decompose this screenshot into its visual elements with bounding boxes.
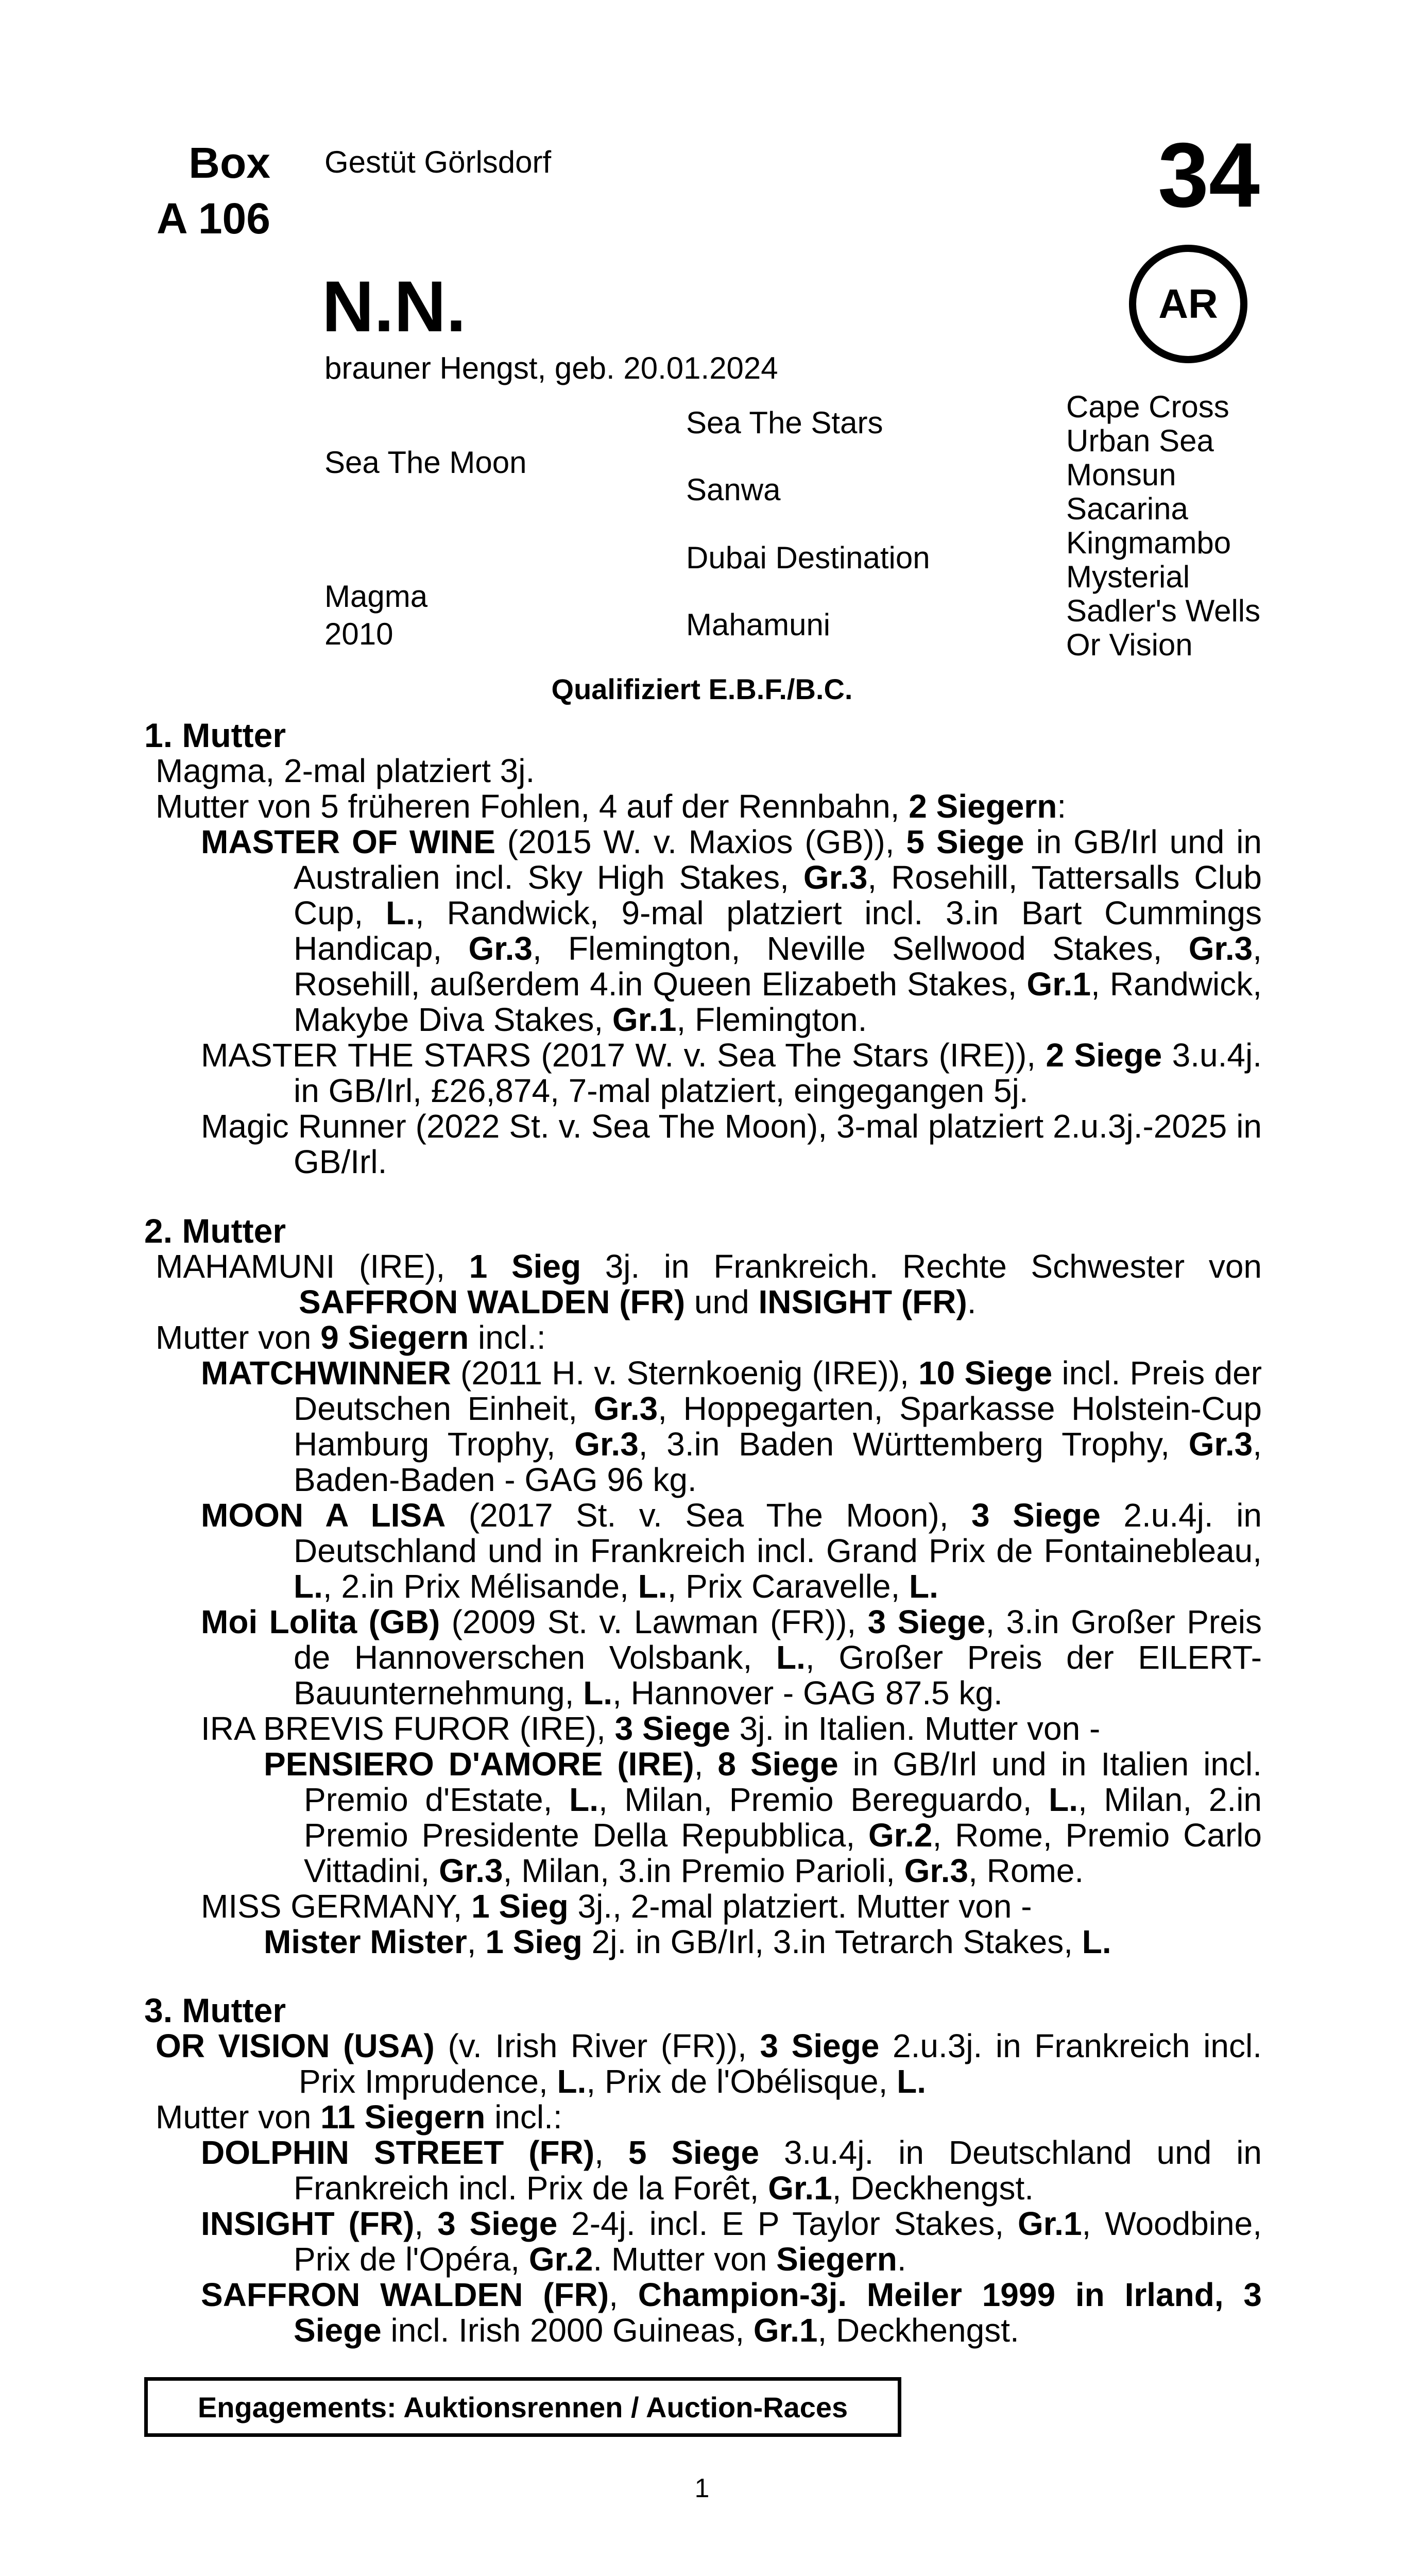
dam3-entry: SAFFRON WALDEN (FR), Champion-3j. Meiler 1999 in Irland, 3 Siege incl. Irish 2000 Guineas, Gr.1, Deckhengst. <box>201 2276 1262 2349</box>
dam2-section <box>144 1213 1262 1960</box>
pedigree-gen3-item: Sadler's Wells <box>1066 594 1261 628</box>
box-label-line-1: Box <box>189 139 270 187</box>
dam2-subentry: PENSIERO D'AMORE (IRE), 8 Siege in GB/Irl und in Italien incl. Premio d'Estate, L., Milan, Premio Bereguardo, L., Milan, 2.in Premio Presidente Della Repubblica, Gr.2, Rome, Premio Carlo Vittadini, Gr.3, Milan, 3.in Premio Parioli, Gr.3, Rome. <box>264 1745 1262 1889</box>
ar-badge-label: AR <box>1158 281 1218 327</box>
dam3-entry: INSIGHT (FR), 3 Siege 2-4j. incl. E P Taylor Stakes, Gr.1, Woodbine, Prix de l'Opéra, Gr.2. Mutter von Siegern. <box>201 2205 1262 2278</box>
dam2-intro: MAHAMUNI (IRE), 1 Sieg 3j. in Frankreich. Rechte Schwester von SAFFRON WALDEN (FR) und INSIGHT (FR). <box>156 1248 1262 1320</box>
pedigree-gen3-item: Monsun <box>1066 457 1176 492</box>
pedigree-gen3-item: Cape Cross <box>1066 389 1229 424</box>
dam3-entry: DOLPHIN STREET (FR), 5 Siege 3.u.4j. in Deutschland und in Frankreich incl. Prix de la Forêt, Gr.1, Deckhengst. <box>201 2134 1262 2207</box>
page-number: 1 <box>694 2473 710 2503</box>
dam1-section <box>144 718 1262 1180</box>
stud-name: Gestüt Görlsdorf <box>324 145 552 179</box>
dam1-entry: Magic Runner (2022 St. v. Sea The Moon), 3-mal platziert 2.u.3j.-2025 in GB/Irl. <box>201 1108 1262 1180</box>
horse-description: brauner Hengst, geb. 20.01.2024 <box>324 351 778 385</box>
dam1-entry: MASTER THE STARS (2017 W. v. Sea The Stars (IRE)), 2 Siege 3.u.4j. in GB/Irl, £26,874, 7-mal platziert, eingegangen 5j. <box>201 1037 1262 1109</box>
dam3-heading: 3. Mutter <box>144 1991 286 2029</box>
pedigree-gen3-item: Mysterial <box>1066 560 1190 594</box>
engagements-box <box>144 2377 901 2437</box>
dam2-produce: Mutter von 9 Siegern incl.: <box>156 1319 546 1356</box>
dam2-heading: 2. Mutter <box>144 1212 286 1250</box>
lot-number: 34 <box>1158 124 1260 226</box>
pedigree-dam: Magma <box>324 579 428 614</box>
horse-name: N.N. <box>322 266 466 347</box>
dam3-section <box>144 1993 1262 2348</box>
pedigree-gen3-item: Urban Sea <box>1066 423 1214 458</box>
dam2-entry: IRA BREVIS FUROR (IRE), 3 Siege 3j. in Italien. Mutter von - <box>201 1710 1101 1747</box>
dam2-subentry: Mister Mister, 1 Sieg 2j. in GB/Irl, 3.in Tetrarch Stakes, L. <box>264 1923 1111 1960</box>
dam1-produce: Mutter von 5 früheren Fohlen, 4 auf der Rennbahn, 2 Siegern: <box>156 788 1067 825</box>
qualification: Qualifiziert E.B.F./B.C. <box>551 673 853 705</box>
pedigree-gen3-item: Kingmambo <box>1066 526 1231 560</box>
dam2-entry: MISS GERMANY, 1 Sieg 3j., 2-mal platziert. Mutter von - <box>201 1888 1032 1925</box>
ar-badge <box>1129 245 1247 363</box>
dam1-intro: Magma, 2-mal platziert 3j. <box>156 752 535 789</box>
pedigree-dam-year: 2010 <box>324 617 393 651</box>
dam3-intro: OR VISION (USA) (v. Irish River (FR)), 3 Siege 2.u.3j. in Frankreich incl. Prix Imprudence, L., Prix de l'Obélisque, L. <box>156 2027 1262 2100</box>
box-label-line-2: A 106 <box>156 194 270 243</box>
pedigree-gen2-item: Mahamuni <box>686 607 831 642</box>
dam1-heading: 1. Mutter <box>144 716 286 754</box>
pedigree-gen3-item: Or Vision <box>1066 628 1193 662</box>
pedigree-gen2-item: Sea The Stars <box>686 405 883 440</box>
dam2-entry: MATCHWINNER (2011 H. v. Sternkoenig (IRE)), 10 Siege incl. Preis der Deutschen Einheit, Gr.3, Hoppegarten, Sparkasse Holstein-Cup Hamburg Trophy, Gr.3, 3.in Baden Württemberg Trophy, Gr.3, Baden-Baden - GAG 96 kg. <box>201 1354 1262 1498</box>
pedigree-sire: Sea The Moon <box>324 445 527 480</box>
dam2-entry: Moi Lolita (GB) (2009 St. v. Lawman (FR)), 3 Siege, 3.in Großer Preis de Hannoverschen Volsbank, L., Großer Preis der EILERT-Bauunternehmung, L., Hannover - GAG 87.5 kg. <box>201 1603 1262 1711</box>
dam2-entry: MOON A LISA (2017 St. v. Sea The Moon), 3 Siege 2.u.4j. in Deutschland und in Frankreich incl. Grand Prix de Fontainebleau, L., 2.in Prix Mélisande, L., Prix Caravelle, L. <box>201 1497 1262 1605</box>
dam1-entry: MASTER OF WINE (2015 W. v. Maxios (GB)), 5 Siege in GB/Irl und in Australien incl. Sky High Stakes, Gr.3, Rosehill, Tattersalls Club Cup, L., Randwick, 9-mal platziert incl. 3.in Bart Cummings Handicap, Gr.3, Flemington, Neville Sellwood Stakes, Gr.3, Rosehill, außerdem 4.in Queen Elizabeth Stakes, Gr.1, Randwick, Makybe Diva Stakes, Gr.1, Flemington. <box>201 823 1262 1038</box>
pedigree-gen2-item: Dubai Destination <box>686 540 930 575</box>
box-label <box>124 135 270 246</box>
pedigree-gen2-item: Sanwa <box>686 472 781 507</box>
dam3-produce: Mutter von 11 Siegern incl.: <box>156 2098 562 2136</box>
pedigree-gen3-item: Sacarina <box>1066 492 1188 526</box>
engagements-label: Engagements: Auktionsrennen / Auction-Races <box>197 2391 848 2424</box>
